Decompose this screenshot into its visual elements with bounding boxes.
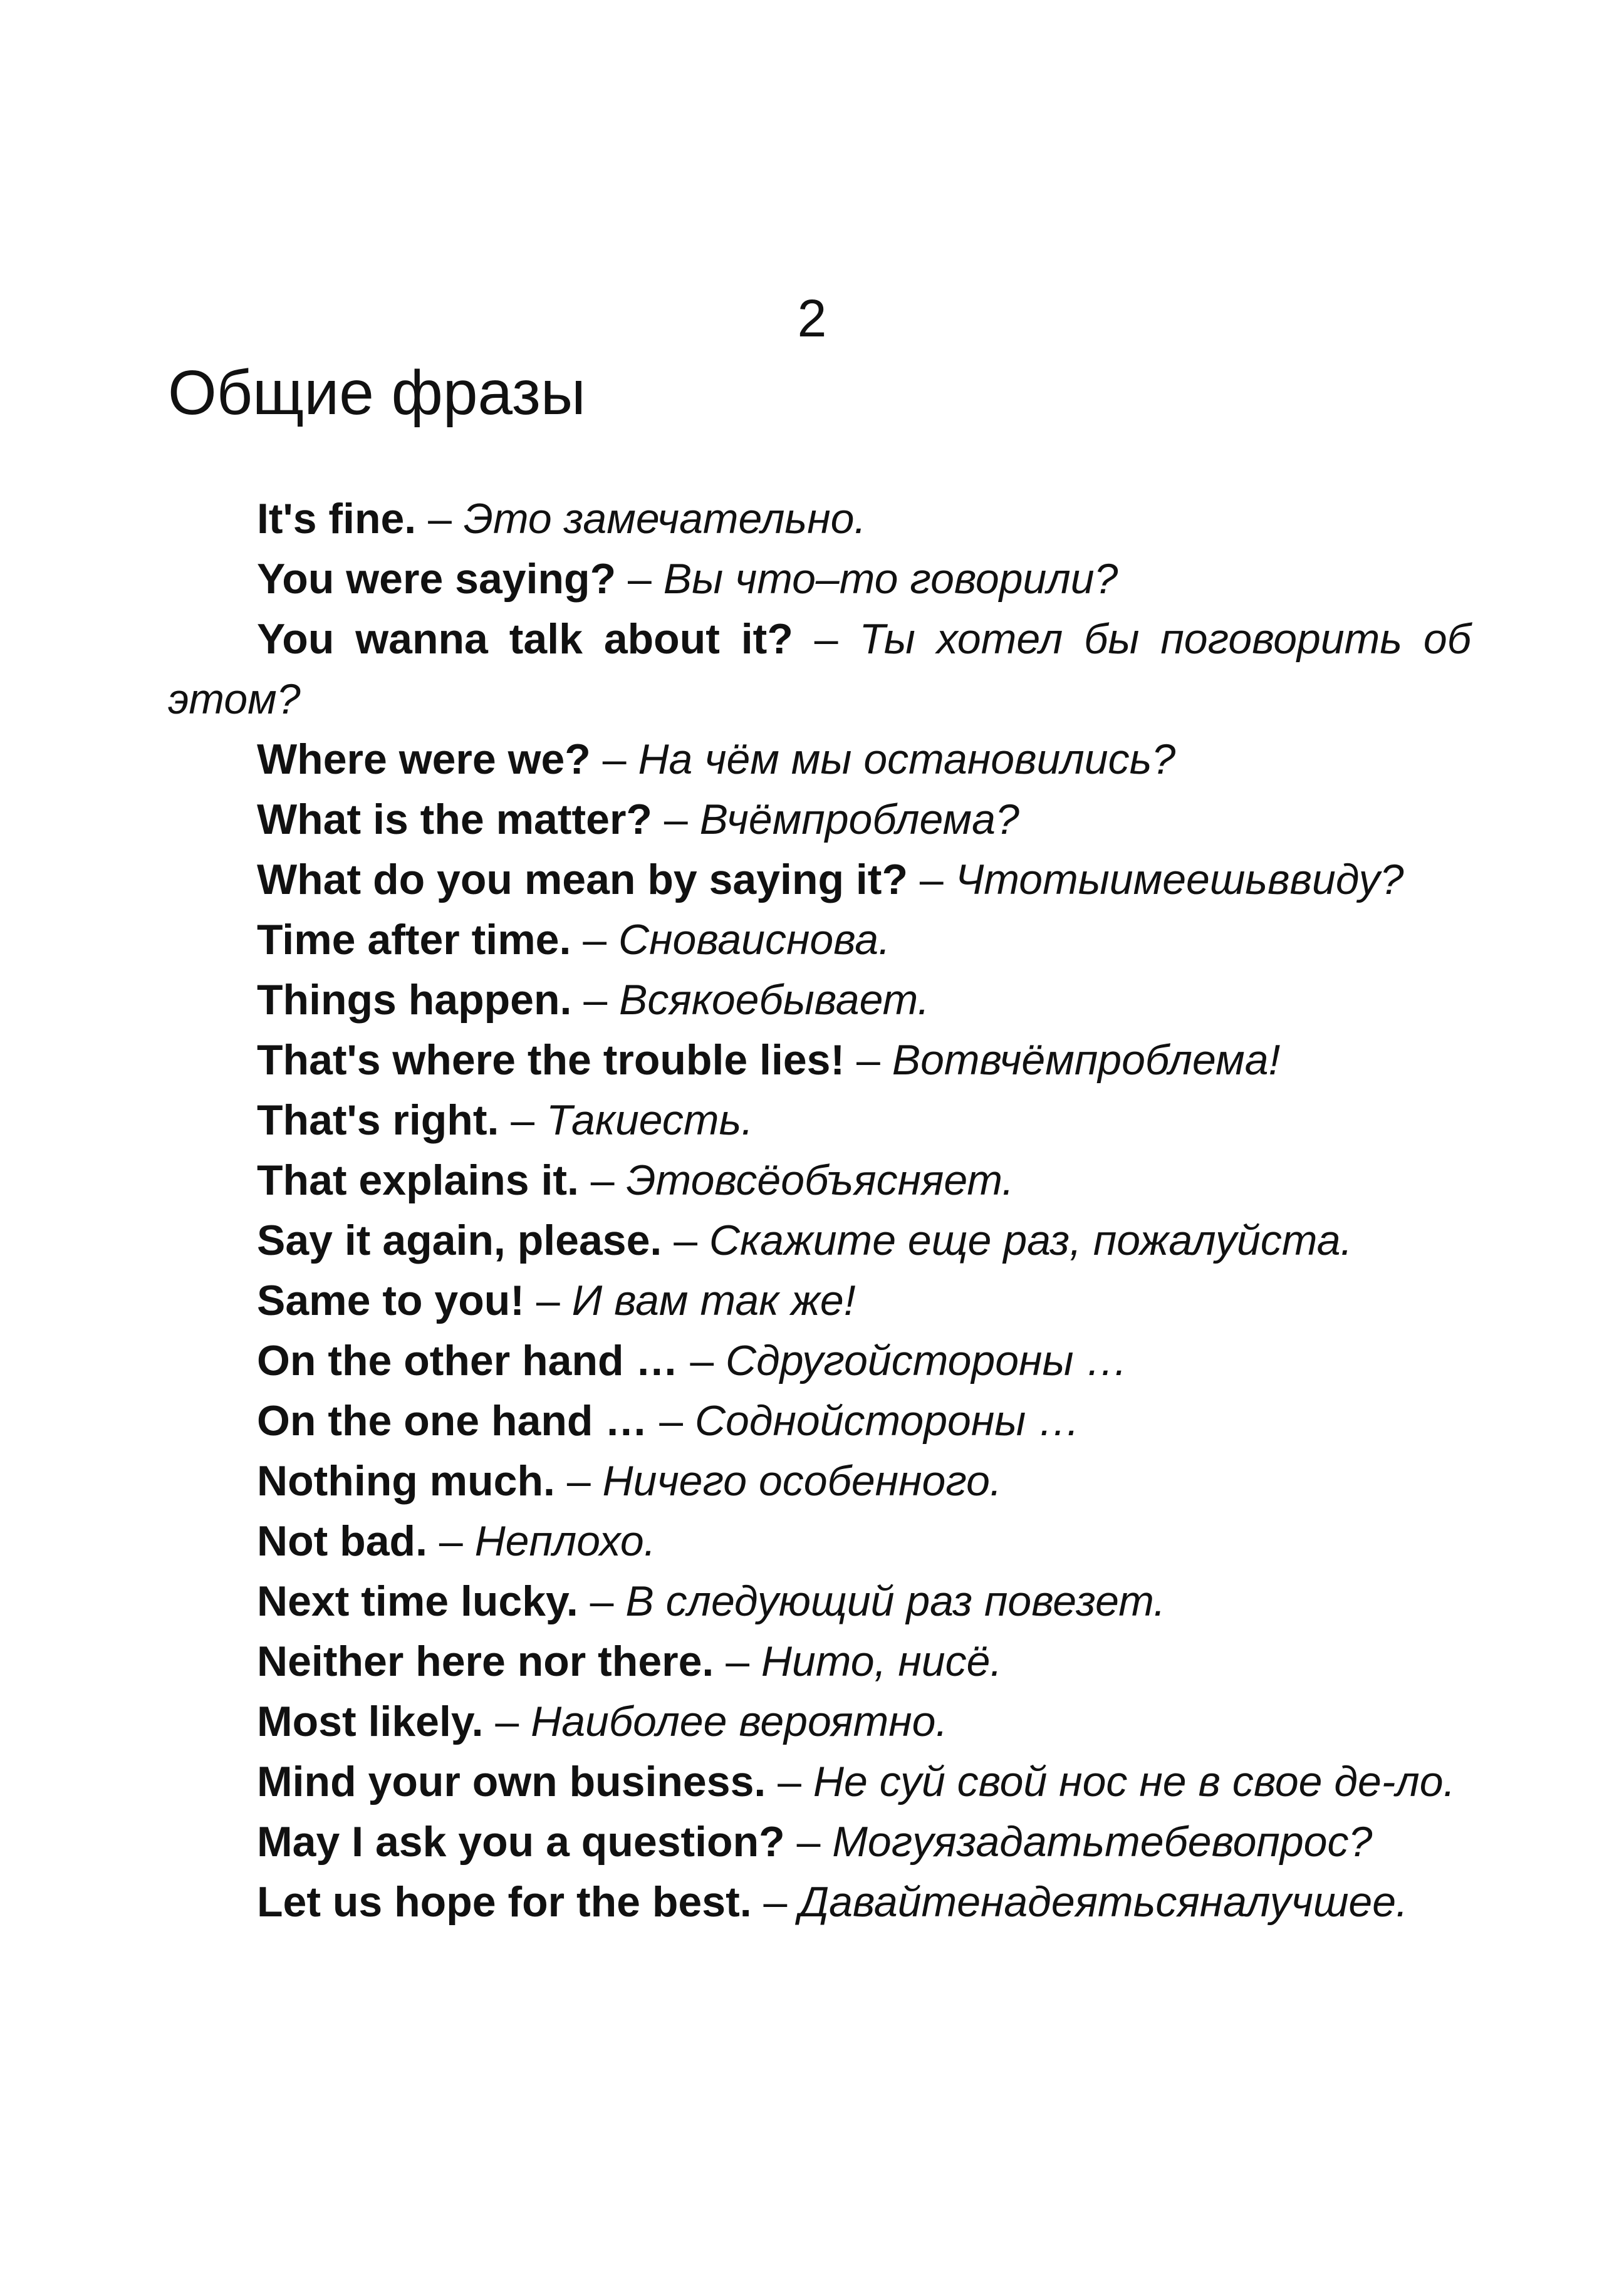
phrase-english: Where were we? — [257, 735, 591, 783]
phrase-separator: – — [652, 796, 700, 843]
phrase-item — [168, 1571, 1471, 1631]
phrase-russian: Чтотыимеешьввиду? — [955, 856, 1404, 903]
phrase-english: What is the matter? — [257, 796, 652, 843]
phrase-separator: – — [908, 856, 955, 903]
phrase-separator: – — [714, 1638, 761, 1685]
phrase-item — [168, 1030, 1471, 1090]
phrase-item — [168, 1150, 1471, 1210]
phrase-english: Next time lucky. — [257, 1577, 578, 1625]
phrase-russian: В следующий раз повезет. — [625, 1577, 1165, 1625]
phrase-item — [168, 1872, 1471, 1932]
phrase-item — [168, 1451, 1471, 1511]
phrase-russian: Скажите еще раз, пожалуйста. — [709, 1217, 1353, 1264]
phrase-item — [168, 849, 1471, 910]
phrase-item — [168, 1631, 1471, 1691]
phrase-item — [168, 1090, 1471, 1150]
phrase-item — [168, 549, 1471, 609]
phrase-item — [168, 910, 1471, 970]
phrase-russian: Вчёмпроблема? — [699, 796, 1019, 843]
phrase-russian: И вам так же! — [571, 1277, 856, 1324]
phrase-separator: – — [793, 615, 860, 663]
phrase-item — [168, 789, 1471, 849]
phrase-russian: Наиболее вероятно. — [531, 1698, 948, 1745]
phrase-english: May I ask you a question? — [257, 1818, 785, 1866]
phrase-russian: Ты хотел бы поговорить об этом? — [168, 615, 1472, 723]
phrase-separator: – — [571, 916, 618, 964]
phrase-english: Let us hope for the best. — [257, 1878, 752, 1926]
phrase-separator: – — [578, 1156, 627, 1204]
phrase-russian: Этовсёобъясняет. — [626, 1156, 1014, 1204]
phrase-english: That's where the trouble lies! — [257, 1036, 845, 1084]
phrase-separator: – — [845, 1036, 892, 1084]
phrase-russian: Такиесть. — [546, 1096, 754, 1144]
phrase-english: You were saying? — [257, 555, 617, 603]
phrase-english: On the other hand … — [257, 1337, 679, 1384]
phrase-english: Say it again, please. — [257, 1217, 662, 1264]
phrase-russian: Неплохо. — [474, 1517, 656, 1565]
phrase-russian: Могуязадатьтебевопрос? — [832, 1818, 1373, 1866]
phrase-russian: Вотвчёмпроблема! — [892, 1036, 1281, 1084]
phrase-item — [168, 1511, 1471, 1571]
phrase-russian: Сдругойстороны … — [726, 1337, 1128, 1384]
phrase-separator: – — [499, 1096, 546, 1144]
phrase-english: That explains it. — [257, 1156, 579, 1204]
phrase-russian: Не суй свой нос не в свое де-ло. — [813, 1758, 1455, 1805]
phrase-english: On the one hand … — [257, 1397, 648, 1445]
phrase-english: What do you mean by saying it? — [257, 856, 908, 903]
phrase-russian: Давайтенадеятьсяналучшее. — [799, 1878, 1408, 1926]
phrase-separator: – — [662, 1217, 709, 1264]
phrase-item — [168, 1691, 1471, 1752]
phrase-separator: – — [483, 1698, 531, 1745]
phrase-russian: Это замечательно. — [463, 495, 867, 543]
phrase-separator: – — [524, 1277, 572, 1324]
phrase-english: It's fine. — [257, 495, 417, 543]
phrase-item — [168, 1270, 1471, 1331]
phrase-item — [168, 1331, 1471, 1391]
phrase-separator: – — [766, 1758, 813, 1805]
phrase-item — [168, 1210, 1471, 1270]
phrase-separator: – — [751, 1878, 799, 1926]
phrase-separator: – — [571, 976, 620, 1024]
phrase-item — [168, 609, 1471, 729]
phrase-item — [168, 970, 1471, 1030]
phrase-russian: Всякоебывает. — [619, 976, 930, 1024]
phrase-separator: – — [578, 1577, 626, 1625]
phrase-english: That's right. — [257, 1096, 499, 1144]
phrase-russian: Сноваиснова. — [618, 916, 890, 964]
phrase-russian: Соднойстороны … — [694, 1397, 1081, 1445]
phrase-english: Nothing much. — [257, 1457, 555, 1505]
section-title: Общие фразы — [168, 358, 586, 428]
phrase-russian: Вы что–то говорили? — [663, 555, 1118, 603]
phrase-english: Same to you! — [257, 1277, 524, 1324]
phrase-separator: – — [678, 1337, 726, 1384]
phrase-separator: – — [784, 1818, 833, 1866]
phrase-english: Things happen. — [257, 976, 572, 1024]
phrase-russian: На чём мы остановились? — [638, 735, 1176, 783]
phrase-separator: – — [647, 1397, 695, 1445]
phrase-english: Not bad. — [257, 1517, 427, 1565]
phrase-list — [168, 489, 1471, 1932]
phrase-russian: Нито, нисё. — [761, 1638, 1002, 1685]
phrase-separator: – — [427, 1517, 475, 1565]
phrase-item — [168, 1391, 1471, 1451]
phrase-russian: Ничего особенного. — [602, 1457, 1002, 1505]
phrase-separator: – — [616, 555, 664, 603]
phrase-item — [168, 729, 1471, 789]
phrase-english: Mind your own business. — [257, 1758, 766, 1805]
phrase-item — [168, 489, 1471, 549]
page-number: 2 — [797, 289, 827, 348]
phrase-item — [168, 1812, 1471, 1872]
phrase-separator: – — [416, 495, 464, 543]
phrase-english: You wanna talk about it? — [257, 615, 793, 663]
phrase-separator: – — [590, 735, 638, 783]
phrase-english: Time after time. — [257, 916, 571, 964]
phrase-english: Neither here nor there. — [257, 1638, 714, 1685]
phrase-separator: – — [554, 1457, 603, 1505]
phrase-item — [168, 1752, 1471, 1812]
phrase-english: Most likely. — [257, 1698, 484, 1745]
